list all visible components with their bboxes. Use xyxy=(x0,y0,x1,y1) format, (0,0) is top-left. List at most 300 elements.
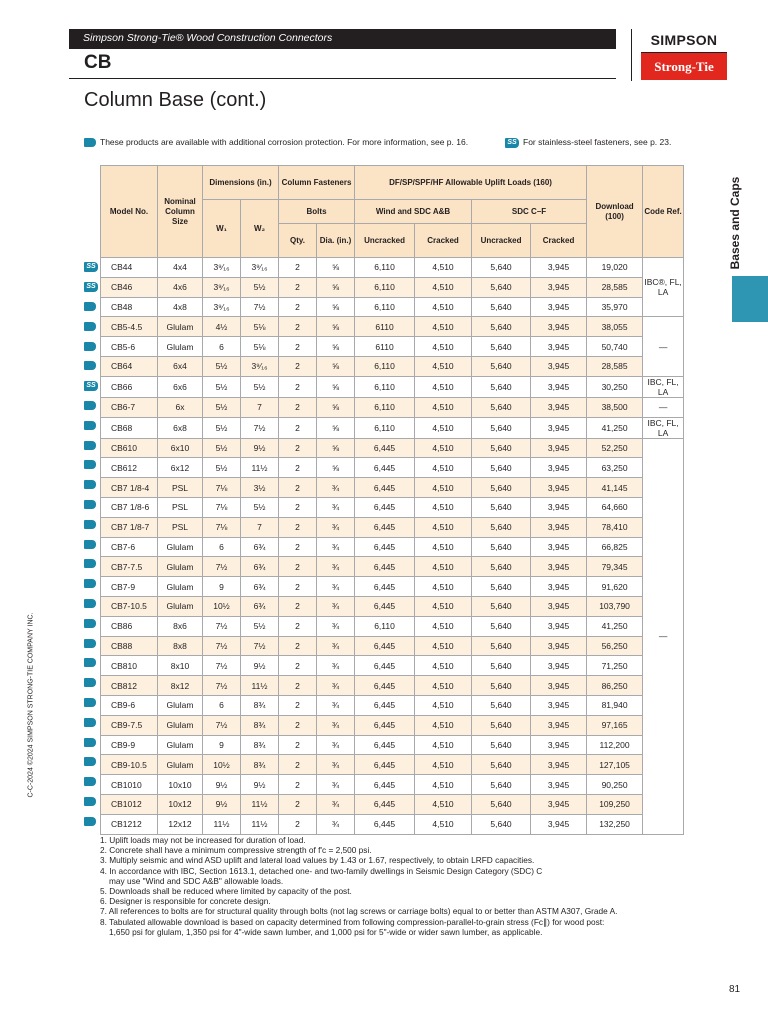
sdc-cracked-cell: 3,945 xyxy=(531,258,587,278)
sdc-uncracked-cell: 5,640 xyxy=(472,814,531,834)
table-row xyxy=(101,438,684,458)
sdc-cracked-cell: 3,945 xyxy=(531,397,587,417)
wind-uncracked-cell: 6,445 xyxy=(355,458,415,478)
table-row xyxy=(101,458,684,478)
page-number: 81 xyxy=(729,984,741,995)
wind-cracked-cell: 4,510 xyxy=(415,277,472,297)
wind-uncracked-cell: 6,110 xyxy=(355,397,415,417)
header-bar xyxy=(69,29,616,49)
download-cell: 30,250 xyxy=(587,376,643,397)
w1-cell: 3⁹⁄₁₆ xyxy=(203,277,241,297)
corrosion-marker-icon xyxy=(84,520,96,529)
w2-cell: 8¾ xyxy=(241,695,279,715)
wind-cracked-cell: 4,510 xyxy=(415,478,472,498)
model-cell: CB64 xyxy=(101,356,158,376)
sdc-cracked-cell: 3,945 xyxy=(531,775,587,795)
w2-cell: 6¾ xyxy=(241,596,279,616)
sdc-uncracked-cell: 5,640 xyxy=(472,557,531,577)
bolt-qty-cell: 2 xyxy=(279,557,317,577)
bolt-dia-cell: ⅝ xyxy=(317,376,355,397)
bolt-qty-cell: 2 xyxy=(279,814,317,834)
table-row xyxy=(101,735,684,755)
bolt-qty-cell: 2 xyxy=(279,794,317,814)
wind-cracked-cell: 4,510 xyxy=(415,676,472,696)
w2-cell: 3½ xyxy=(241,478,279,498)
nominal-size-cell: 4x4 xyxy=(158,258,203,278)
sdc-uncracked-cell: 5,640 xyxy=(472,775,531,795)
table-row xyxy=(101,636,684,656)
download-cell: 63,250 xyxy=(587,458,643,478)
w2-cell: 11½ xyxy=(241,676,279,696)
sdc-uncracked-cell: 5,640 xyxy=(472,317,531,337)
model-cell: CB1212 xyxy=(101,814,158,834)
download-cell: 79,345 xyxy=(587,557,643,577)
code-ref-cell: — xyxy=(643,317,684,376)
nominal-size-cell: PSL xyxy=(158,478,203,498)
table-row xyxy=(101,656,684,676)
model-cell: CB44 xyxy=(101,258,158,278)
wind-cracked-cell: 4,510 xyxy=(415,715,472,735)
sdc-cracked-cell: 3,945 xyxy=(531,438,587,458)
w2-cell: 8¾ xyxy=(241,715,279,735)
model-cell: CB1010 xyxy=(101,775,158,795)
stainless-ss-icon: SS xyxy=(84,282,98,292)
wind-cracked-cell: 4,510 xyxy=(415,397,472,417)
table-row xyxy=(101,478,684,498)
corrosion-marker-icon xyxy=(84,441,96,450)
model-cell: CB88 xyxy=(101,636,158,656)
corrosion-marker-icon xyxy=(84,658,96,667)
model-cell: CB1012 xyxy=(101,794,158,814)
sdc-cracked-cell: 3,945 xyxy=(531,478,587,498)
w1-cell: 5½ xyxy=(203,458,241,478)
corrosion-note xyxy=(84,137,468,147)
w1-cell: 9½ xyxy=(203,794,241,814)
w1-cell: 11½ xyxy=(203,814,241,834)
nominal-size-cell: Glulam xyxy=(158,596,203,616)
wind-uncracked-cell: 6,445 xyxy=(355,517,415,537)
download-cell: 71,250 xyxy=(587,656,643,676)
table-row xyxy=(101,537,684,557)
w1-cell: 5½ xyxy=(203,397,241,417)
bolt-qty-cell: 2 xyxy=(279,735,317,755)
w1-cell: 7½ xyxy=(203,656,241,676)
nominal-size-cell: Glulam xyxy=(158,557,203,577)
table-row xyxy=(101,417,684,438)
bolt-dia-cell: ⅝ xyxy=(317,438,355,458)
corrosion-marker-icon xyxy=(84,599,96,608)
w2-cell: 9½ xyxy=(241,775,279,795)
model-cell: CB7-10.5 xyxy=(101,596,158,616)
wind-cracked-cell: 4,510 xyxy=(415,317,472,337)
bolt-dia-cell: ¾ xyxy=(317,794,355,814)
download-cell: 109,250 xyxy=(587,794,643,814)
sdc-uncracked-cell: 5,640 xyxy=(472,458,531,478)
model-cell: CB7-7.5 xyxy=(101,557,158,577)
wind-uncracked-cell: 6,445 xyxy=(355,735,415,755)
model-cell: CB7 1/8-4 xyxy=(101,478,158,498)
sdc-uncracked-cell: 5,640 xyxy=(472,297,531,317)
bolt-dia-cell: ⅝ xyxy=(317,277,355,297)
header-sdc-cf: SDC C–F xyxy=(472,200,587,224)
corrosion-marker-icon xyxy=(84,757,96,766)
nominal-size-cell: Glulam xyxy=(158,735,203,755)
side-section-label xyxy=(725,168,745,278)
footnote: 5. Downloads shall be reduced where limited by capacity of the post. xyxy=(100,886,352,897)
wind-cracked-cell: 4,510 xyxy=(415,297,472,317)
w2-cell: 9½ xyxy=(241,438,279,458)
w1-cell: 7½ xyxy=(203,616,241,636)
model-cell: CB812 xyxy=(101,676,158,696)
w2-cell: 5⅛ xyxy=(241,317,279,337)
w2-cell: 6¾ xyxy=(241,557,279,577)
sdc-cracked-cell: 3,945 xyxy=(531,794,587,814)
sdc-cracked-cell: 3,945 xyxy=(531,636,587,656)
nominal-size-cell: 8x8 xyxy=(158,636,203,656)
corrosion-marker-icon xyxy=(84,619,96,628)
w2-cell: 3⁹⁄₁₆ xyxy=(241,356,279,376)
download-cell: 56,250 xyxy=(587,636,643,656)
sdc-cracked-cell: 3,945 xyxy=(531,814,587,834)
download-cell: 81,940 xyxy=(587,695,643,715)
table-row xyxy=(101,814,684,834)
corrosion-marker-icon xyxy=(84,342,96,351)
nominal-size-cell: 6x6 xyxy=(158,376,203,397)
download-cell: 86,250 xyxy=(587,676,643,696)
bolt-dia-cell: ¾ xyxy=(317,616,355,636)
corrosion-marker-icon xyxy=(84,302,96,311)
bolt-dia-cell: ¾ xyxy=(317,814,355,834)
w1-cell: 6 xyxy=(203,337,241,357)
sdc-uncracked-cell: 5,640 xyxy=(472,337,531,357)
sdc-uncracked-cell: 5,640 xyxy=(472,417,531,438)
page-title: Column Base (cont.) xyxy=(84,89,267,111)
w1-cell: 5½ xyxy=(203,417,241,438)
wind-uncracked-cell: 6,110 xyxy=(355,616,415,636)
w2-cell: 7½ xyxy=(241,297,279,317)
wind-cracked-cell: 4,510 xyxy=(415,417,472,438)
wind-cracked-cell: 4,510 xyxy=(415,695,472,715)
w1-cell: 5½ xyxy=(203,438,241,458)
code-ref-cell: — xyxy=(643,438,684,834)
wind-cracked-cell: 4,510 xyxy=(415,497,472,517)
table-row xyxy=(101,755,684,775)
table-row xyxy=(101,356,684,376)
sdc-cracked-cell: 3,945 xyxy=(531,676,587,696)
bolt-qty-cell: 2 xyxy=(279,715,317,735)
w1-cell: 7½ xyxy=(203,557,241,577)
corrosion-marker-icon xyxy=(84,698,96,707)
wind-uncracked-cell: 6110 xyxy=(355,317,415,337)
w1-cell: 10½ xyxy=(203,755,241,775)
download-cell: 28,585 xyxy=(587,277,643,297)
bolt-dia-cell: ¾ xyxy=(317,695,355,715)
bolt-qty-cell: 2 xyxy=(279,537,317,557)
table-row xyxy=(101,337,684,357)
table-row xyxy=(101,376,684,397)
corrosion-marker-icon xyxy=(84,322,96,331)
logo-simpson: SIMPSON xyxy=(641,29,727,53)
bolt-dia-cell: ¾ xyxy=(317,596,355,616)
bolt-qty-cell: 2 xyxy=(279,656,317,676)
header-sdc-cracked: Cracked xyxy=(531,224,587,258)
copyright-text: C-C-2024 ©2024 SIMPSON STRONG-TIE COMPANY INC. xyxy=(27,612,35,798)
bolt-qty-cell: 2 xyxy=(279,458,317,478)
bolt-dia-cell: ¾ xyxy=(317,497,355,517)
bolt-qty-cell: 2 xyxy=(279,775,317,795)
wind-cracked-cell: 4,510 xyxy=(415,517,472,537)
sdc-uncracked-cell: 5,640 xyxy=(472,656,531,676)
download-cell: 38,055 xyxy=(587,317,643,337)
bolt-qty-cell: 2 xyxy=(279,577,317,597)
nominal-size-cell: PSL xyxy=(158,517,203,537)
sdc-uncracked-cell: 5,640 xyxy=(472,735,531,755)
w1-cell: 7⅛ xyxy=(203,517,241,537)
bolt-dia-cell: ¾ xyxy=(317,557,355,577)
sdc-cracked-cell: 3,945 xyxy=(531,277,587,297)
nominal-size-cell: PSL xyxy=(158,497,203,517)
bolt-qty-cell: 2 xyxy=(279,337,317,357)
sdc-uncracked-cell: 5,640 xyxy=(472,636,531,656)
download-cell: 64,660 xyxy=(587,497,643,517)
table-row xyxy=(101,695,684,715)
header-model: Model No. xyxy=(101,166,158,258)
wind-cracked-cell: 4,510 xyxy=(415,735,472,755)
wind-uncracked-cell: 6,445 xyxy=(355,557,415,577)
simpson-logo xyxy=(641,29,727,80)
code-ref-cell: IBC, FL, LA xyxy=(643,417,684,438)
nominal-size-cell: 6x10 xyxy=(158,438,203,458)
download-cell: 41,250 xyxy=(587,616,643,636)
w1-cell: 4½ xyxy=(203,317,241,337)
wind-cracked-cell: 4,510 xyxy=(415,458,472,478)
corrosion-marker-icon xyxy=(84,421,96,430)
wind-uncracked-cell: 6,110 xyxy=(355,356,415,376)
model-cell: CB7 1/8-7 xyxy=(101,517,158,537)
bolt-dia-cell: ¾ xyxy=(317,715,355,735)
sdc-cracked-cell: 3,945 xyxy=(531,297,587,317)
sdc-cracked-cell: 3,945 xyxy=(531,517,587,537)
nominal-size-cell: 6x12 xyxy=(158,458,203,478)
header-dimensions: Dimensions (in.) xyxy=(203,166,279,200)
table-row xyxy=(101,715,684,735)
corrosion-marker-icon xyxy=(84,817,96,826)
sdc-uncracked-cell: 5,640 xyxy=(472,356,531,376)
wind-cracked-cell: 4,510 xyxy=(415,376,472,397)
nominal-size-cell: 8x10 xyxy=(158,656,203,676)
model-cell: CB7 1/8-6 xyxy=(101,497,158,517)
sdc-uncracked-cell: 5,640 xyxy=(472,676,531,696)
bolt-qty-cell: 2 xyxy=(279,517,317,537)
download-cell: 103,790 xyxy=(587,596,643,616)
w2-cell: 3⁹⁄₁₆ xyxy=(241,258,279,278)
sdc-cracked-cell: 3,945 xyxy=(531,317,587,337)
nominal-size-cell: Glulam xyxy=(158,317,203,337)
bolt-dia-cell: ⅝ xyxy=(317,356,355,376)
w2-cell: 6¾ xyxy=(241,577,279,597)
stainless-ss-icon: SS xyxy=(84,381,98,391)
w2-cell: 7½ xyxy=(241,417,279,438)
nominal-size-cell: 4x6 xyxy=(158,277,203,297)
w2-cell: 11½ xyxy=(241,814,279,834)
wind-uncracked-cell: 6,445 xyxy=(355,794,415,814)
wind-cracked-cell: 4,510 xyxy=(415,258,472,278)
stainless-ss-icon: SS xyxy=(505,138,519,148)
bolt-qty-cell: 2 xyxy=(279,297,317,317)
header-divider xyxy=(69,78,616,79)
sdc-uncracked-cell: 5,640 xyxy=(472,537,531,557)
wind-uncracked-cell: 6,445 xyxy=(355,478,415,498)
corrosion-marker-icon xyxy=(84,500,96,509)
w1-cell: 10½ xyxy=(203,596,241,616)
wind-cracked-cell: 4,510 xyxy=(415,814,472,834)
bolt-dia-cell: ⅝ xyxy=(317,297,355,317)
header-w1: W₁ xyxy=(203,200,241,258)
model-cell: CB86 xyxy=(101,616,158,636)
corrosion-marker-icon xyxy=(84,639,96,648)
sdc-cracked-cell: 3,945 xyxy=(531,537,587,557)
bolt-dia-cell: ¾ xyxy=(317,676,355,696)
sdc-uncracked-cell: 5,640 xyxy=(472,596,531,616)
footnote: 1,650 psi for glulam, 1,350 psi for 4"-wide sawn lumber, and 1,000 psi for 5"-wide or wider sawn lumber, as applicable. xyxy=(109,926,543,937)
bolt-qty-cell: 2 xyxy=(279,397,317,417)
footnote: 7. All references to bolts are for structural quality through bolts (not lag screws or carriage bolts) equal to or better than ASTM A307, Grade A. xyxy=(100,906,618,917)
table-row xyxy=(101,517,684,537)
corrosion-marker-icon xyxy=(84,460,96,469)
table-row xyxy=(101,557,684,577)
header-column-fasteners: Column Fasteners xyxy=(279,166,355,200)
sdc-uncracked-cell: 5,640 xyxy=(472,478,531,498)
sdc-uncracked-cell: 5,640 xyxy=(472,376,531,397)
section-code: CB xyxy=(84,52,112,73)
wind-uncracked-cell: 6,445 xyxy=(355,715,415,735)
code-ref-cell: — xyxy=(643,397,684,417)
bolt-dia-cell: ¾ xyxy=(317,478,355,498)
w2-cell: 5½ xyxy=(241,277,279,297)
w1-cell: 5½ xyxy=(203,356,241,376)
bolt-qty-cell: 2 xyxy=(279,356,317,376)
header-wind-uncracked: Uncracked xyxy=(355,224,415,258)
header-bolts: Bolts xyxy=(279,200,355,224)
header-wind-cracked: Cracked xyxy=(415,224,472,258)
w1-cell: 7½ xyxy=(203,636,241,656)
nominal-size-cell: 8x6 xyxy=(158,616,203,636)
wind-uncracked-cell: 6,110 xyxy=(355,258,415,278)
nominal-size-cell: 10x10 xyxy=(158,775,203,795)
w1-cell: 5½ xyxy=(203,376,241,397)
table-row xyxy=(101,775,684,795)
wind-uncracked-cell: 6,110 xyxy=(355,376,415,397)
download-cell: 35,970 xyxy=(587,297,643,317)
table-row xyxy=(101,317,684,337)
wind-uncracked-cell: 6,445 xyxy=(355,695,415,715)
wind-uncracked-cell: 6,445 xyxy=(355,596,415,616)
wind-uncracked-cell: 6,110 xyxy=(355,297,415,317)
w2-cell: 5⅛ xyxy=(241,337,279,357)
sdc-uncracked-cell: 5,640 xyxy=(472,517,531,537)
header-download: Download (100) xyxy=(587,166,643,258)
header-uplift: DF/SP/SPF/HF Allowable Uplift Loads (160) xyxy=(355,166,587,200)
download-cell: 132,250 xyxy=(587,814,643,834)
model-cell: CB810 xyxy=(101,656,158,676)
w1-cell: 9 xyxy=(203,577,241,597)
wind-cracked-cell: 4,510 xyxy=(415,775,472,795)
sdc-uncracked-cell: 5,640 xyxy=(472,755,531,775)
wind-cracked-cell: 4,510 xyxy=(415,356,472,376)
bolt-qty-cell: 2 xyxy=(279,676,317,696)
code-ref-cell: IBC®, FL, LA xyxy=(643,258,684,317)
download-cell: 91,620 xyxy=(587,577,643,597)
w1-cell: 7½ xyxy=(203,676,241,696)
bolt-dia-cell: ¾ xyxy=(317,636,355,656)
model-cell: CB7-6 xyxy=(101,537,158,557)
nominal-size-cell: Glulam xyxy=(158,695,203,715)
nominal-size-cell: 6x4 xyxy=(158,356,203,376)
stainless-ss-icon: SS xyxy=(84,262,98,272)
download-cell: 41,250 xyxy=(587,417,643,438)
model-cell: CB46 xyxy=(101,277,158,297)
nominal-size-cell: Glulam xyxy=(158,755,203,775)
sdc-cracked-cell: 3,945 xyxy=(531,356,587,376)
sdc-cracked-cell: 3,945 xyxy=(531,376,587,397)
sdc-uncracked-cell: 5,640 xyxy=(472,695,531,715)
wind-cracked-cell: 4,510 xyxy=(415,596,472,616)
sdc-cracked-cell: 3,945 xyxy=(531,596,587,616)
model-cell: CB5-6 xyxy=(101,337,158,357)
wind-cracked-cell: 4,510 xyxy=(415,755,472,775)
header-w2: W₂ xyxy=(241,200,279,258)
wind-uncracked-cell: 6,445 xyxy=(355,497,415,517)
bolt-dia-cell: ⅝ xyxy=(317,258,355,278)
corrosion-marker-icon xyxy=(84,678,96,687)
sdc-cracked-cell: 3,945 xyxy=(531,577,587,597)
header-code-ref: Code Ref. xyxy=(643,166,684,258)
download-cell: 41,145 xyxy=(587,478,643,498)
wind-uncracked-cell: 6,445 xyxy=(355,636,415,656)
w1-cell: 6 xyxy=(203,695,241,715)
sdc-cracked-cell: 3,945 xyxy=(531,458,587,478)
nominal-size-cell: Glulam xyxy=(158,537,203,557)
wind-cracked-cell: 4,510 xyxy=(415,577,472,597)
w2-cell: 5½ xyxy=(241,497,279,517)
bolt-dia-cell: ¾ xyxy=(317,656,355,676)
bolt-dia-cell: ¾ xyxy=(317,755,355,775)
bolt-qty-cell: 2 xyxy=(279,755,317,775)
table-row xyxy=(101,616,684,636)
w1-cell: 3⁹⁄₁₆ xyxy=(203,297,241,317)
footnote: 8. Tabulated allowable download is based on capacity determined from following compression-parallel-to-grain stress (Fc∥) for wood post: xyxy=(100,916,605,927)
download-cell: 78,410 xyxy=(587,517,643,537)
footnote: may use "Wind and SDC A&B" allowable loads. xyxy=(109,875,284,886)
wind-uncracked-cell: 6,445 xyxy=(355,814,415,834)
model-cell: CB5-4.5 xyxy=(101,317,158,337)
model-cell: CB68 xyxy=(101,417,158,438)
w1-cell: 7⅛ xyxy=(203,497,241,517)
corrosion-marker-icon xyxy=(84,401,96,410)
wind-cracked-cell: 4,510 xyxy=(415,636,472,656)
model-cell: CB9-7.5 xyxy=(101,715,158,735)
header-qty: Qty. xyxy=(279,224,317,258)
sdc-uncracked-cell: 5,640 xyxy=(472,497,531,517)
w2-cell: 7 xyxy=(241,517,279,537)
wind-uncracked-cell: 6,110 xyxy=(355,417,415,438)
bolt-dia-cell: ¾ xyxy=(317,775,355,795)
wind-uncracked-cell: 6110 xyxy=(355,337,415,357)
wind-uncracked-cell: 6,110 xyxy=(355,277,415,297)
nominal-size-cell: 6x xyxy=(158,397,203,417)
corrosion-marker-icon xyxy=(84,540,96,549)
corrosion-marker-icon xyxy=(84,480,96,489)
